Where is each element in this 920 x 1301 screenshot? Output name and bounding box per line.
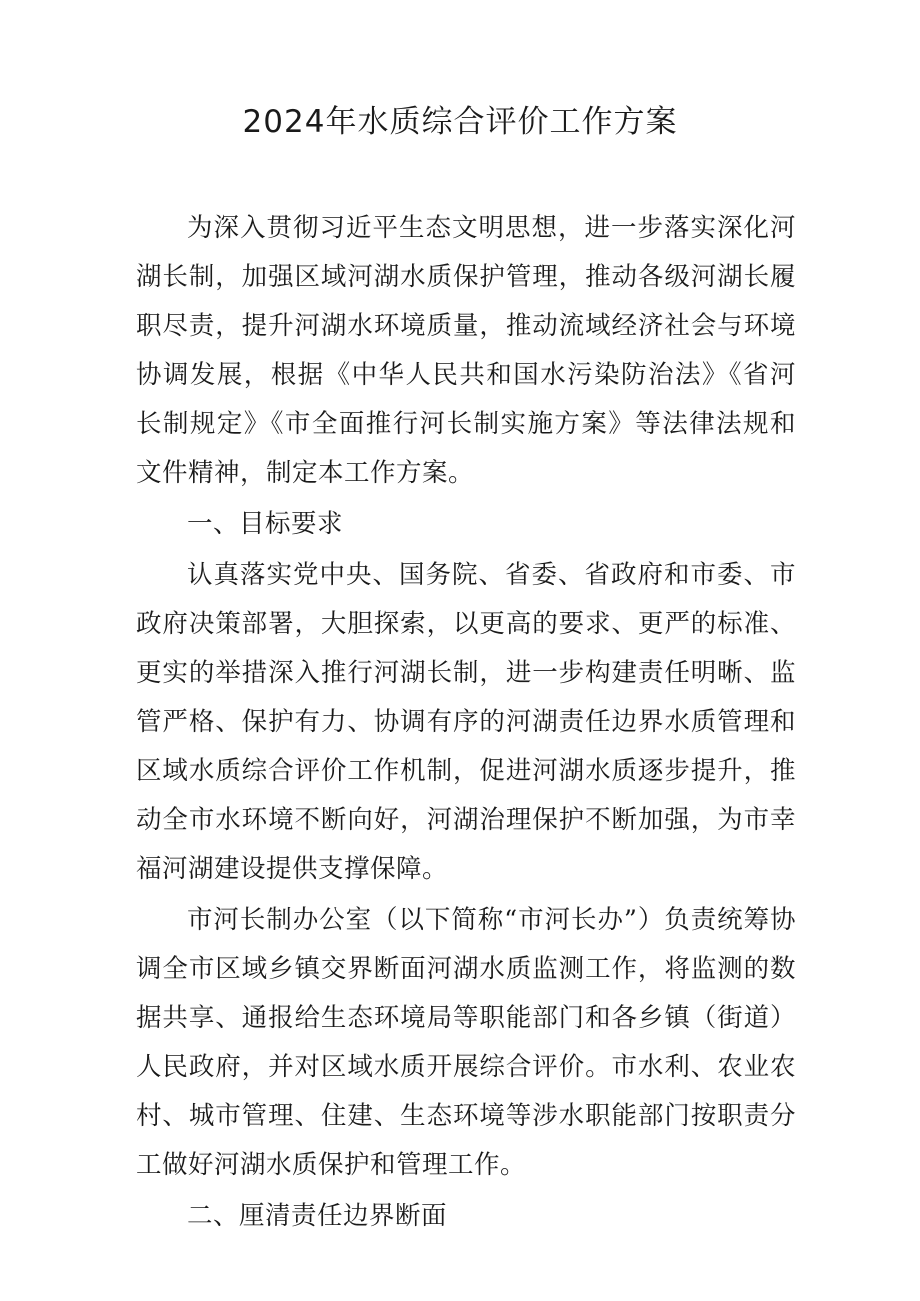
section-heading-boundaries: 二、厘清责任边界断面 <box>187 1201 448 1231</box>
document-body <box>136 204 796 1241</box>
responsibility-paragraph: 市河长制办公室（以下简称“市河长办”）负责统筹协调全市区域乡镇交界断面河湖水质监测工作，将监测的数据共享、通报给生态环境局等职能部门和各乡镇（街道）人民政府，并对区域水质开展综合评价。市水利、农业农村、城市管理、住建、生态环境等涉水职能部门按职责分工做好河湖水质保护和管理工作。 <box>136 905 796 1180</box>
document-title: 2024年水质综合评价工作方案 <box>242 104 678 140</box>
intro-paragraph: 为深入贯彻习近平生态文明思想，进一步落实深化河湖长制，加强区域河湖水质保护管理，推动各级河湖长履职尽责，提升河湖水环境质量，推动流域经济社会与环境协调发展，根据《中华人民共和国水污染防治法》《省河长制规定》《市全面推行河长制实施方案》等法律法规和文件精神，制定本工作方案。 <box>136 213 796 488</box>
goals-paragraph: 认真落实党中央、国务院、省委、省政府和市委、市政府决策部署，大胆探索，以更高的要求、更严的标准、更实的举措深入推行河湖长制，进一步构建责任明晰、监管严格、保护有力、协调有序的河湖责任边界水质管理和区域水质综合评价工作机制，促进河湖水质逐步提升，推动全市水环境不断向好，河湖治理保护不断加强，为市幸福河湖建设提供支撑保障。 <box>136 560 796 884</box>
section-heading-goals: 一、目标要求 <box>187 509 344 539</box>
